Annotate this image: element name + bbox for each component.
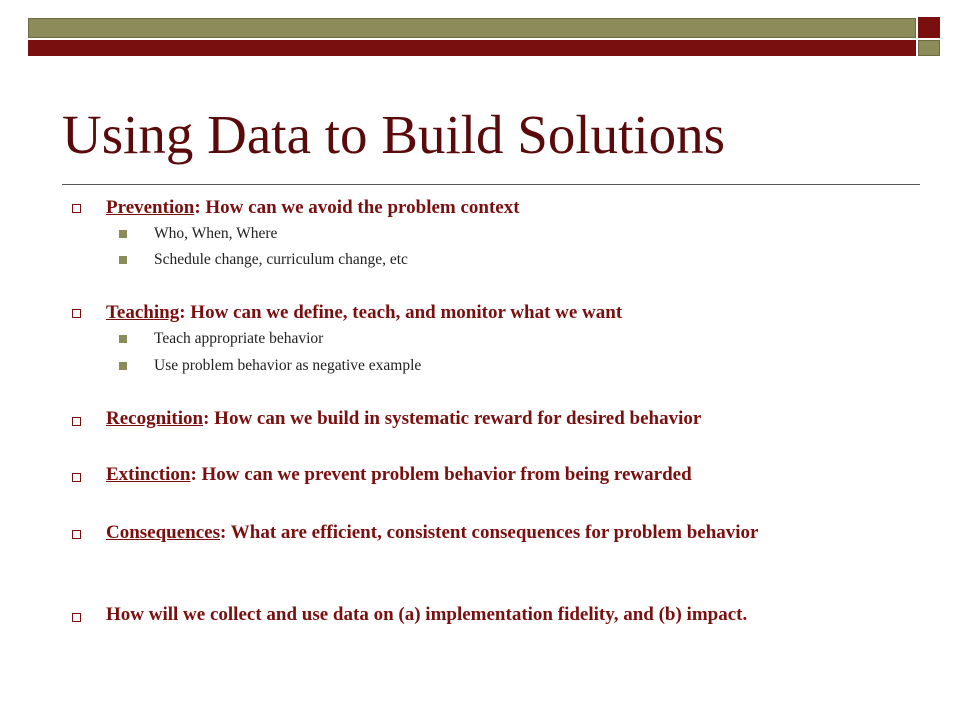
filled-square-bullet-icon [119,362,127,370]
bullet-text: : What are efficient, consistent consequences for problem behavior [220,522,759,543]
hollow-square-bullet-icon [72,204,81,213]
hollow-square-bullet-icon [72,473,81,482]
header-bar-red [28,40,916,56]
sub-bullet: Who, When, Where [154,225,278,242]
bullet-data-collection [106,604,866,626]
bullet-text: How will we collect and use data on (a) implementation fidelity, and (b) impact. [106,604,748,625]
sub-bullet: Use problem behavior as negative example [154,357,422,374]
header-bar-olive [28,18,916,38]
hollow-square-bullet-icon [72,530,81,539]
header-square-red [918,17,940,38]
bullet-term: Prevention [106,197,195,218]
bullet-term: Extinction [106,464,191,485]
bullet-term: Teaching [106,302,180,323]
filled-square-bullet-icon [119,230,127,238]
bullet-consequences [106,522,866,544]
filled-square-bullet-icon [119,256,127,264]
bullet-term: Recognition [106,408,204,429]
bullet-prevention [106,197,906,219]
filled-square-bullet-icon [119,335,127,343]
sub-bullet: Schedule change, curriculum change, etc [154,251,408,268]
bullet-text: : How can we define, teach, and monitor what we want [179,302,623,323]
sub-bullet: Teach appropriate behavior [154,330,324,347]
hollow-square-bullet-icon [72,417,81,426]
bullet-extinction [106,464,906,486]
header-square-olive [918,40,940,56]
slide-title: Using Data to Build Solutions [62,104,726,165]
bullet-text: : How can we avoid the problem context [194,197,520,218]
bullet-recognition [106,408,906,430]
hollow-square-bullet-icon [72,613,81,622]
bullet-teaching [106,302,906,324]
bullet-text: : How can we build in systematic reward for desired behavior [203,408,702,429]
bullet-term: Consequences [106,522,221,543]
hollow-square-bullet-icon [72,309,81,318]
title-divider [62,184,920,185]
bullet-text: : How can we prevent problem behavior from being rewarded [190,464,692,485]
